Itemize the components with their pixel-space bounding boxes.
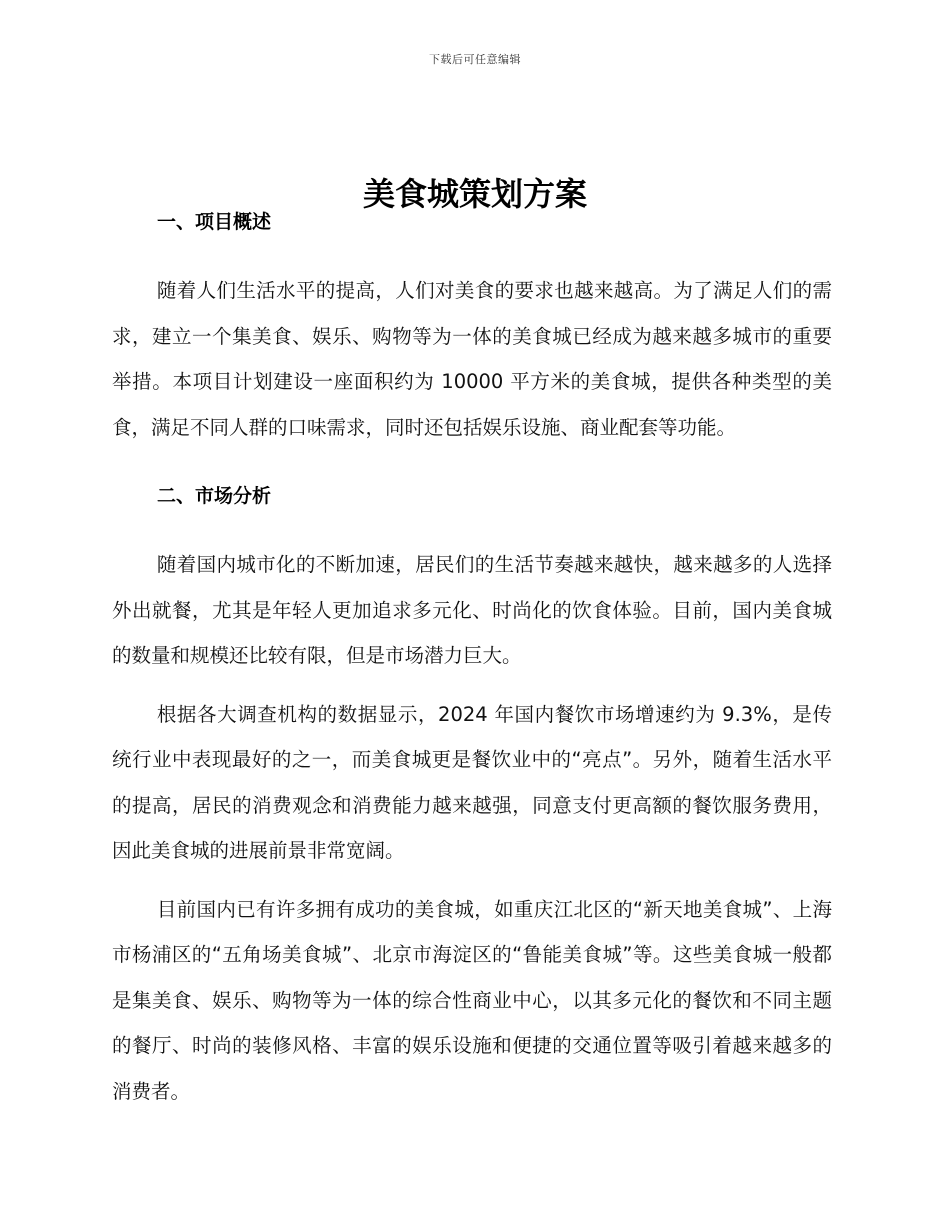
paragraph-market-data: 根据各大调查机构的数据显示，2024 年国内餐饮市场增速约为 9.3%，是传统行业中表现最好的之一，而美食城更是餐饮业中的“亮点”。另外，随着生活水平的提高，居民的消费观念和消费能力越来越强，同意支付更高额的餐饮服务费用，因此美食城的进展前景非常宽阔。 [112, 702, 832, 862]
page-header-note: 下载后可任意编辑 [429, 53, 521, 66]
document-body [112, 200, 832, 1114]
paragraph-market-examples: 目前国内已有许多拥有成功的美食城，如重庆江北区的“新天地美食城”、上海市杨浦区的“五角场美食城”、北京市海淀区的“鲁能美食城”等。这些美食城一般都是集美食、娱乐、购物等为一体的综合性商业中心，以其多元化的餐饮和不同主题的餐厅、时尚的装修风格、丰富的娱乐设施和便捷的交通位置等吸引着越来越多的消费者。 [112, 897, 832, 1103]
section-heading-market-analysis: 二、市场分析 [157, 485, 272, 507]
paragraph-market-trend: 随着国内城市化的不断加速，居民们的生活节奏越来越快，越来越多的人选择外出就餐，尤其是年轻人更加追求多元化、时尚化的饮食体验。目前，国内美食城的数量和规模还比较有限，但是市场潜力巨大。 [112, 553, 832, 667]
section-heading-overview: 一、项目概述 [157, 211, 272, 233]
paragraph-overview: 随着人们生活水平的提高，人们对美食的要求也越来越高。为了满足人们的需求，建立一个集美食、娱乐、购物等为一体的美食城已经成为越来越多城市的重要举措。本项目计划建设一座面积约为 10000 平方米的美食城，提供各种类型的美食，满足不同人群的口味需求，同时还包括娱乐设施、商业配套等功能。 [112, 279, 832, 439]
document-title: 美食城策划方案 [362, 175, 587, 214]
